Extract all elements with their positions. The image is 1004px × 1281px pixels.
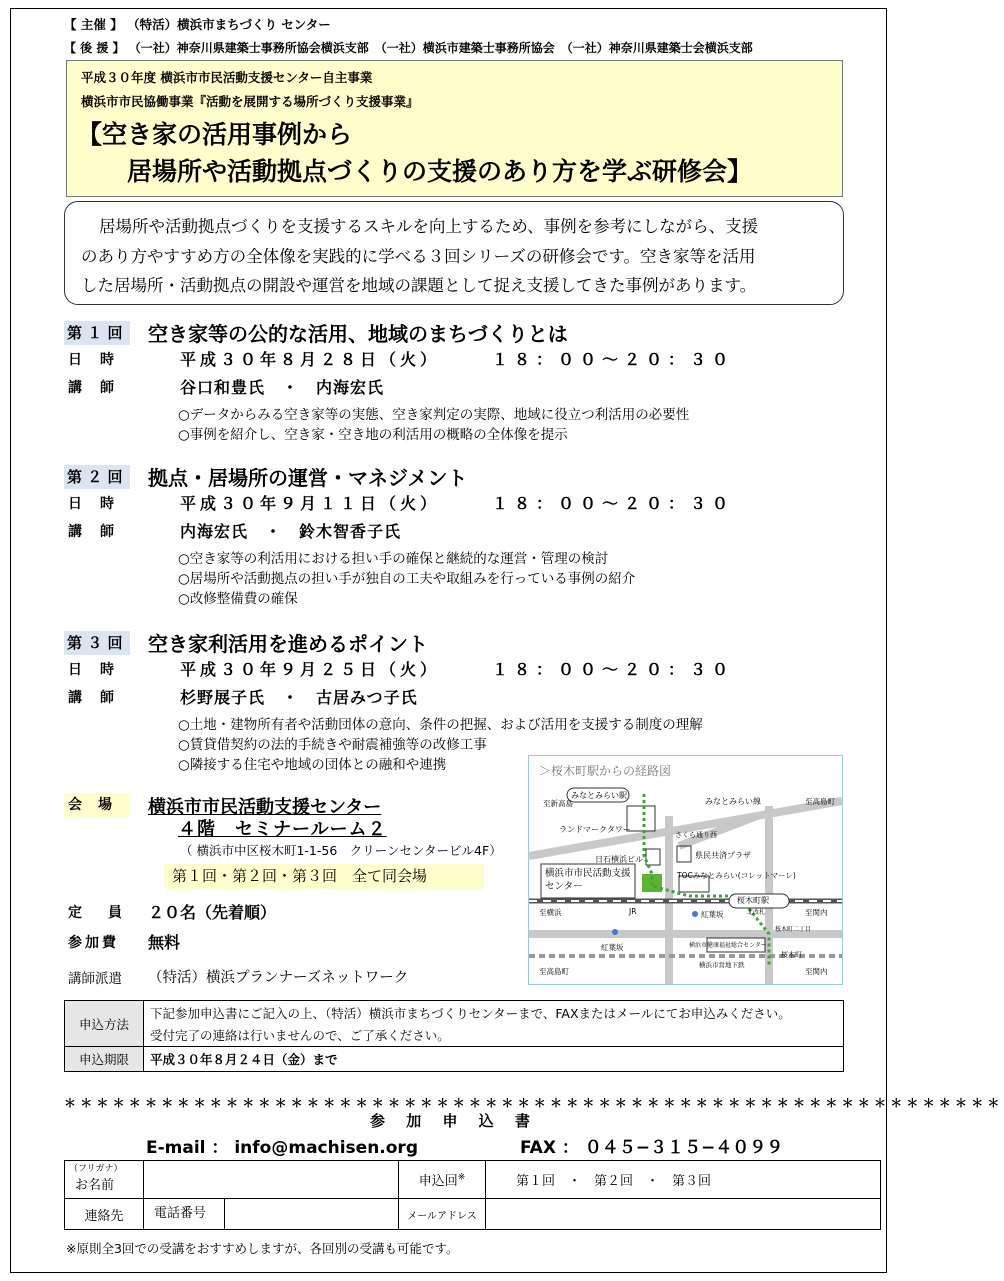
session-1-lecturers: 谷口和豊氏 ・ 内海宏氏: [180, 378, 385, 397]
session-2-bullet-2: ○居場所や活動拠点の担い手が独自の工夫や取組みを行っている事例の紹介: [178, 571, 636, 587]
map-kenmin-building: [677, 846, 691, 862]
venue-address: （ 横浜市中区桜木町1-1-56 クリーンセンタービル4F）: [180, 843, 502, 858]
session-3-bullet-1: ○土地・建物所有者や活動団体の意向、条件の把握、および活用を支援する制度の理解: [178, 717, 703, 733]
session-3-number: 第 ３ 回: [64, 631, 130, 655]
session-2-lecturers: 内海宏氏 ・ 鈴木智香子氏: [180, 522, 402, 541]
session-1-bullet-2: ○事例を紹介し、空き家・空き地の利活用の概略の全体像を提示: [178, 427, 568, 443]
phone-label: 電話番号: [144, 1199, 225, 1229]
page-frame: [10, 8, 887, 1273]
mail-label: メールアドレス: [399, 1199, 486, 1230]
intro-line-1: 居場所や活動拠点づくりを支援するスキルを向上するため、事例を参考にしながら、支援: [99, 217, 759, 236]
map-label-minatomirai-line: みなとみらい線: [705, 797, 761, 806]
map-label-to-takashimacho: 至高島町: [539, 967, 569, 976]
title-subline-2: 横浜市市民協働事業『活動を展開する場所づくり支援事業』: [81, 94, 419, 109]
sessions-label: 申込回: [418, 1174, 458, 1189]
route-map: [528, 755, 843, 985]
map-momijizaka-pin-2: [612, 929, 618, 935]
venue-room: ４階 セミナールーム２: [178, 819, 387, 840]
sessions-note-mark: ※: [457, 1172, 466, 1183]
map-label-center: 横浜市市民活動支援センター: [545, 868, 631, 892]
map-nissei-building: [646, 849, 660, 865]
intro-box: [64, 201, 844, 305]
name-label-cell: [65, 1161, 144, 1199]
name-label: お名前: [75, 1178, 115, 1193]
map-label-sakuragicho-2: 桜木町二丁目: [775, 926, 812, 933]
session-2-title: 拠点・居場所の運営・マネジメント: [148, 466, 468, 490]
same-venue-note: 第１回・第２回・第３回 全て同会場: [164, 864, 484, 889]
session-2-bullet-1: ○空き家等の利活用における担い手の確保と継続的な運営・管理の検討: [178, 551, 609, 567]
capacity-value: ２０名（先着順）: [148, 903, 277, 922]
session-1-date-label: 日時: [68, 352, 132, 368]
application-info-table: [64, 1000, 844, 1072]
map-label-sakura-street: さくら通り西: [675, 831, 717, 839]
session-3-lecturer-label: 講師: [68, 690, 132, 706]
map-label-momijizaka-2: 紅葉坂: [601, 943, 624, 952]
form-fax: FAX ： ０４５−３１５−４０９９: [520, 1138, 784, 1158]
furigana-label: （フリガナ）: [69, 1164, 123, 1174]
title-subline-1: 平成３０年度 横浜市市民活動支援センター自主事業: [81, 70, 373, 85]
map-label-shin-takashima: 至新高島: [543, 799, 573, 808]
form-email[interactable]: E-mail ： info@machisen.org: [146, 1138, 418, 1158]
supporters-line: [64, 39, 753, 56]
map-label-shiohoshi: 至高島町: [805, 797, 835, 806]
map-label-north-exit: 北改札: [747, 909, 766, 916]
map-label-minatomirai-station: みなとみらい駅: [571, 791, 627, 800]
session-1-number: 第 １ 回: [64, 321, 130, 345]
map-label-toc: TOCみなとみらい(コレットマーレ): [677, 871, 796, 880]
method-label: 申込方法: [65, 1001, 144, 1047]
venue-name: 横浜市市民活動支援センター: [148, 797, 382, 818]
session-1-date: 平成３０年８月２８日（火）: [180, 350, 441, 369]
session-2-number: 第 ２ 回: [64, 465, 130, 489]
deadline-label: 申込期限: [65, 1047, 144, 1072]
venue-label: 会場: [64, 793, 130, 817]
session-1-title: 空き家等の公的な活用、地域のまちづくりとは: [148, 322, 568, 346]
dispatch-label: 講師派遣: [68, 971, 122, 987]
session-3-date: 平成３０年９月２５日（火）: [180, 660, 441, 679]
session-3-bullet-3: ○隣接する住宅や地域の団体との融和や連携: [178, 757, 447, 773]
contact-label: 連絡先: [65, 1199, 144, 1230]
form-note: ※原則全3回での受講をおすすめしますが、各回別の受講も可能です。: [66, 1241, 459, 1256]
form-heading: 参 加 申 込 書: [370, 1112, 538, 1130]
map-label-jr: JR: [629, 907, 637, 916]
sessions-label-cell: [399, 1161, 486, 1199]
map-label-to-kannai-2: 至関内: [805, 967, 828, 976]
fee-value: 無料: [148, 933, 181, 952]
session-3-lecturers: 杉野展子氏 ・ 古居みつ子氏: [180, 688, 418, 707]
map-label-landmark: ランドマークタワー: [559, 825, 631, 834]
page-title-line-2: 居場所や活動拠点づくりの支援のあり方を学ぶ研修会】: [127, 157, 753, 186]
session-2-date-label: 日時: [68, 496, 132, 512]
session-3-date-label: 日時: [68, 662, 132, 678]
deadline-value: 平成３０年８月２４日（金）まで: [144, 1047, 844, 1072]
organizer-label: 【 主催 】: [64, 17, 123, 32]
method-line-1: 下記参加申込書にご記入の上、（特活）横浜市まちづくりセンターまで、FAXまたはメールにてお申込みください。: [150, 1005, 791, 1021]
session-2-date: 平成３０年９月１１日（火）: [180, 494, 441, 513]
phone-cell: [144, 1199, 399, 1230]
map-label-welfare: 横浜市健康福祉総合センター: [689, 942, 767, 949]
session-3-time: １８：００〜２０：３０: [492, 660, 735, 679]
session-1-time: １８：００〜２０：３０: [492, 350, 735, 369]
mail-input[interactable]: [486, 1199, 881, 1230]
session-1-bullet-1: ○データからみる空き家等の実態、空き家判定の実際、地域に役立つ利活用の必要性: [178, 407, 690, 423]
organizer-line: [64, 15, 331, 33]
map-label-momijizaka: 紅葉坂: [701, 910, 724, 919]
intro-line-2: のあり方やすすめ方の全体像を実践的に学べる３回シリーズの研修会です。空き家等を活用: [81, 247, 756, 266]
title-box: [66, 60, 843, 197]
session-3-title: 空き家利活用を進めるポイント: [148, 632, 428, 656]
map-label-kenmin: 県民共済プラザ: [695, 851, 751, 860]
divider-stars: ＊＊＊＊＊＊＊＊＊＊＊＊＊＊＊＊＊＊＊＊＊＊＊＊＊＊＊＊＊＊＊＊＊＊＊＊＊＊＊＊＊＊＊＊＊＊＊＊＊＊＊＊＊＊＊＊＊＊: [64, 1096, 1004, 1110]
map-title: ＞桜木町駅からの経路図: [539, 764, 672, 778]
map-momijizaka-pin: [692, 911, 698, 917]
session-2-bullet-3: ○改修整備費の確保: [178, 591, 298, 607]
phone-input[interactable]: [225, 1199, 398, 1229]
page-title-line-1: 【空き家の活用事例から: [77, 120, 353, 149]
sessions-options[interactable]: 第１回 ・ 第２回 ・ 第３回: [486, 1161, 881, 1199]
application-form-table: [64, 1160, 881, 1230]
dispatch-value: （特活）横浜プランナーズネットワーク: [148, 970, 409, 986]
session-2-lecturer-label: 講師: [68, 524, 132, 540]
map-label-to-yokohama: 至横浜: [539, 908, 562, 917]
supporters-label: 【 後 援 】: [64, 41, 125, 55]
fee-label: 参加費: [68, 935, 119, 951]
session-1-lecturer-label: 講師: [68, 380, 132, 396]
map-label-sakuragicho-subway: 桜木町: [781, 951, 802, 959]
map-label-to-kannai: 至関内: [805, 908, 828, 917]
intro-line-3: した居場所・活動拠点の開設や運営を地域の課題として捉え支援してきた事例があります。: [81, 276, 757, 295]
map-landmark-building: [627, 806, 655, 831]
session-3-bullet-2: ○賃貸借契約の法的手続きや耐震補強等の改修工事: [178, 737, 487, 753]
organizer-value: （特活）横浜市まちづくり センター: [127, 17, 331, 32]
map-label-nissei: 日石横浜ビル: [595, 855, 643, 864]
method-line-2: 受付完了の連絡は行いませんので、ご了承ください。: [150, 1027, 450, 1043]
map-label-subway: 横浜市営地下鉄: [699, 961, 745, 969]
method-cell: [144, 1001, 844, 1047]
supporters-value: （一社）神奈川県建築士事務所協会横浜支部 （一社）横浜市建築士事務所協会 （一社）神奈川県建築士会横浜支部: [128, 41, 753, 55]
name-input[interactable]: [144, 1161, 399, 1199]
session-2-time: １８：００〜２０：３０: [492, 494, 735, 513]
capacity-label: 定 員: [68, 905, 128, 921]
map-label-sakuragicho-station: 桜木町駅: [737, 896, 769, 905]
